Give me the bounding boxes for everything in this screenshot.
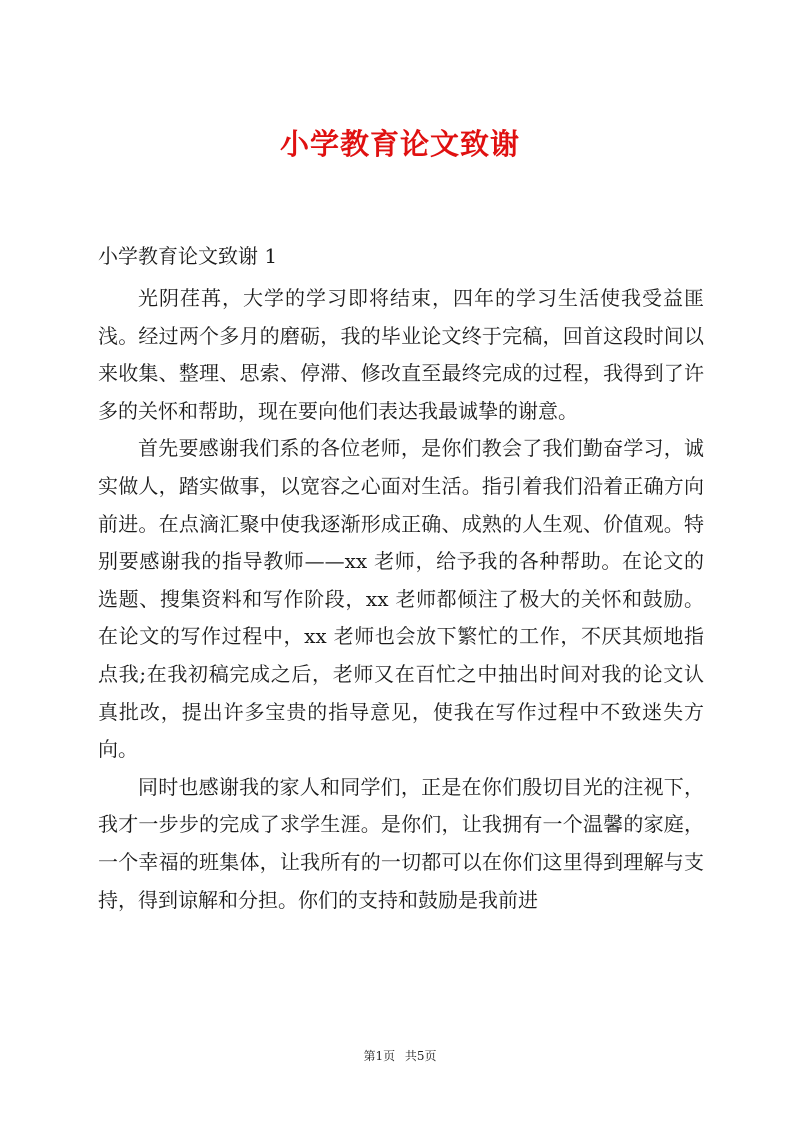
paragraph: 同时也感谢我的家人和同学们，正是在你们殷切目光的注视下，我才一步步的完成了求学生涯。是你们，让我拥有一个温馨的家庭，一个幸福的班集体，让我所有的一切都可以在你们这里得到理解与支持，得到谅解和分担。你们的支持和鼓励是我前进	[98, 774, 704, 912]
page-number-total: 共5页	[404, 1049, 437, 1063]
page-number-current: 第1页	[363, 1049, 396, 1063]
section-heading: 小学教育论文致谢 1	[98, 244, 278, 268]
paragraph: 首先要感谢我们系的各位老师，是你们教会了我们勤奋学习，诚实做人，踏实做事，以宽容之心面对生活。指引着我们沿着正确方向前进。在点滴汇聚中使我逐渐形成正确、成熟的人生观、价值观。特别要感谢我的指导教师——xx 老师，给予我的各种帮助。在论文的选题、搜集资料和写作阶段，xx 老师都倾注了极大的关怀和鼓励。在论文的写作过程中，xx 老师也会放下繁忙的工作，不厌其烦地指点我;在我初稿完成之后，老师又在百忙之中抽出时间对我的论文认真批改，提出许多宝贵的指导意见，使我在写作过程中不致迷失方向。	[98, 436, 704, 762]
page-footer	[0, 1047, 800, 1064]
document-body	[98, 280, 704, 919]
document-title: 小学教育论文致谢	[279, 127, 520, 161]
paragraph: 光阴荏苒，大学的学习即将结束，四年的学习生活使我受益匪浅。经过两个多月的磨砺，我的毕业论文终于完稿，回首这段时间以来收集、整理、思索、停滞、修改直至最终完成的过程，我得到了许多的关怀和帮助，现在要向他们表达我最诚挚的谢意。	[98, 286, 704, 423]
